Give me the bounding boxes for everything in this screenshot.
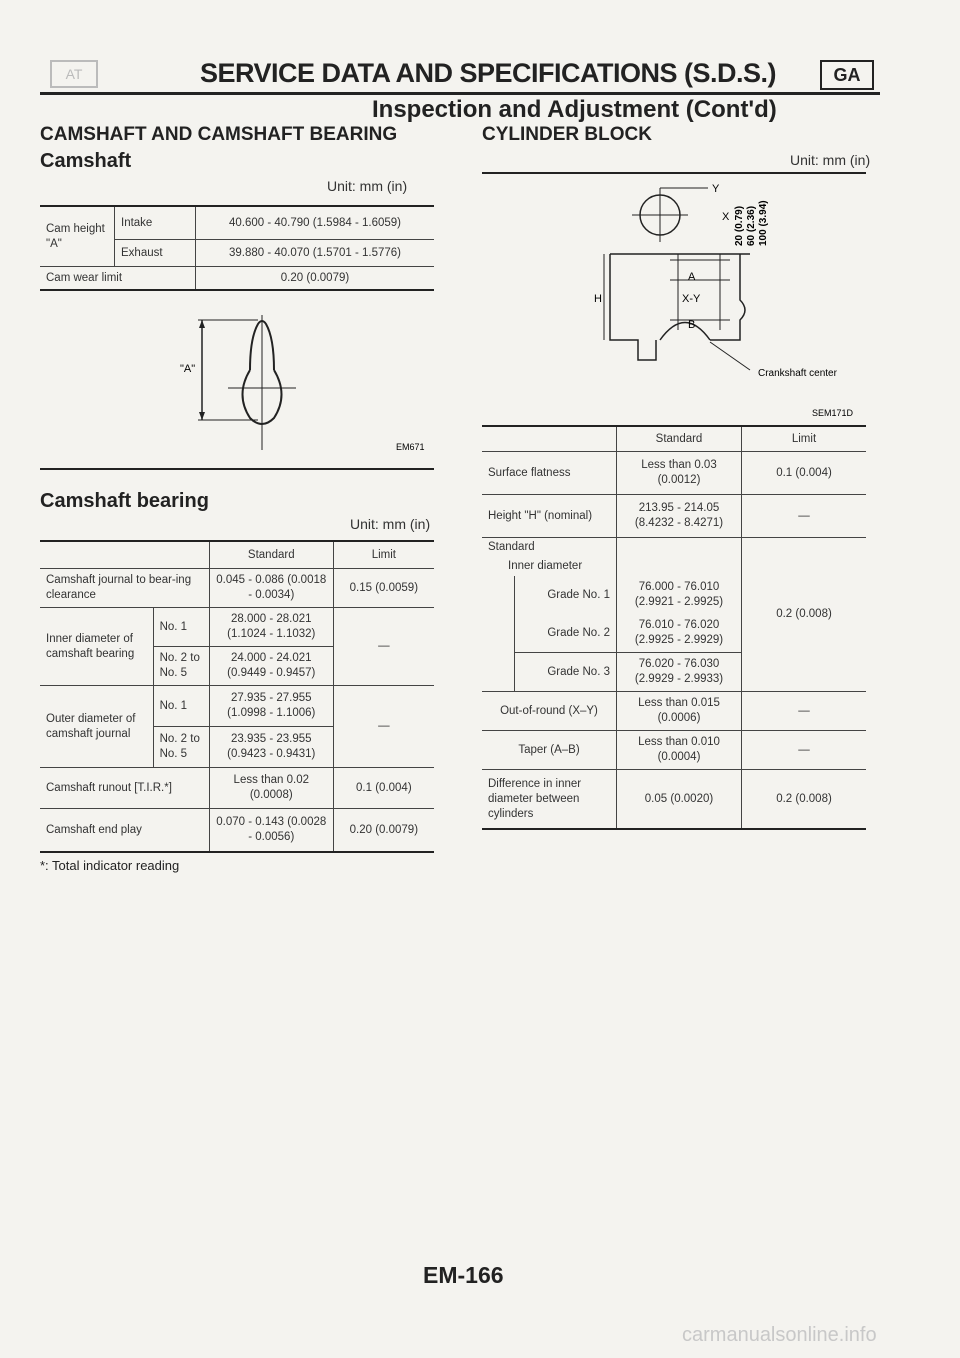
cylinder-figure — [590, 180, 866, 420]
camshaft-unit: Unit: mm (in) — [327, 178, 408, 194]
bearing-table — [40, 540, 434, 853]
header-rule — [40, 92, 880, 95]
inner-limit: — — [333, 608, 434, 686]
fig-dim-2: 60 (2.36) — [746, 205, 757, 246]
intake-value: 40.600 - 40.790 (1.5984 - 1.6059) — [196, 206, 435, 240]
inner-no25-std: 24.000 - 24.021 (0.9449 - 0.9457) — [209, 647, 333, 686]
out-of-round-std: Less than 0.015 (0.0006) — [617, 692, 742, 731]
cam-figure-code: EM671 — [396, 442, 425, 452]
bearing-unit: Unit: mm (in) — [350, 516, 431, 532]
grade3-label: Grade No. 3 — [515, 653, 617, 692]
outer-no1-std: 27.935 - 27.955 (1.0998 - 1.1006) — [209, 686, 333, 727]
left-section-tag: AT — [50, 60, 98, 88]
standard-label: Standard — [482, 538, 617, 558]
wear-value: 0.20 (0.0079) — [196, 267, 435, 291]
cam-figure — [150, 300, 440, 460]
fig-b-label: B — [688, 319, 696, 331]
intake-label: Intake — [115, 206, 196, 240]
flatness-limit: 0.1 (0.004) — [742, 452, 867, 495]
cylinder-table — [482, 425, 866, 830]
left-section-title: CAMSHAFT AND CAMSHAFT BEARING — [40, 124, 398, 145]
fig-y-label: Y — [712, 183, 720, 195]
fig-h-label: H — [594, 293, 602, 305]
fig-code: SEM171D — [812, 408, 854, 418]
journal-clearance-label: Camshaft journal to bear-ing clearance — [40, 569, 209, 608]
out-of-round-label: Out-of-round (X–Y) — [482, 692, 617, 731]
grade1-label: Grade No. 1 — [515, 576, 617, 614]
section-tag: GA — [820, 60, 874, 90]
bearing-col-standard: Standard — [209, 541, 333, 569]
endplay-std: 0.070 - 0.143 (0.0028 - 0.0056) — [209, 809, 333, 853]
fig-dim-3: 100 (3.94) — [758, 200, 769, 246]
grade3-std: 76.020 - 76.030 (2.9929 - 2.9933) — [617, 653, 742, 692]
inner-no1-label: No. 1 — [153, 608, 209, 647]
runout-limit: 0.1 (0.004) — [333, 768, 434, 809]
camshaft-divider — [40, 468, 434, 470]
right-section-title: CYLINDER BLOCK — [482, 124, 652, 145]
bearing-col-limit: Limit — [333, 541, 434, 569]
height-std: 213.95 - 214.05 (8.4232 - 8.4271) — [617, 495, 742, 538]
fig-a-label: A — [688, 271, 696, 283]
endplay-limit: 0.20 (0.0079) — [333, 809, 434, 853]
cyl-col-limit: Limit — [742, 426, 867, 452]
taper-std: Less than 0.010 (0.0004) — [617, 731, 742, 770]
journal-clearance-limit: 0.15 (0.0059) — [333, 569, 434, 608]
cylinder-top-rule — [482, 172, 866, 174]
cyl-col-standard: Standard — [617, 426, 742, 452]
cam-height-label: Cam height "A" — [40, 206, 115, 267]
grade1-std: 76.000 - 76.010 (2.9921 - 2.9925) — [617, 576, 742, 614]
runout-label: Camshaft runout [T.I.R.*] — [40, 768, 209, 809]
diff-std: 0.05 (0.0020) — [617, 770, 742, 830]
footnote: *: Total indicator reading — [40, 858, 180, 873]
inner-diameter-limit: 0.2 (0.008) — [742, 538, 867, 692]
page-number: EM-166 — [423, 1262, 504, 1288]
endplay-label: Camshaft end play — [40, 809, 209, 853]
runout-std: Less than 0.02 (0.0008) — [209, 768, 333, 809]
inner-diameter-header: Inner diameter — [482, 557, 617, 576]
fig-dim-1: 20 (0.79) — [734, 205, 745, 246]
watermark: carmanualsonline.info — [682, 1324, 877, 1346]
fig-x-label: X — [722, 211, 730, 223]
outer-no25-std: 23.935 - 23.955 (0.9423 - 0.9431) — [209, 727, 333, 768]
camshaft-table — [40, 205, 434, 291]
fig-crankshaft-label: Crankshaft center — [758, 368, 837, 379]
flatness-label: Surface flatness — [482, 452, 617, 495]
page-header-title: SERVICE DATA AND SPECIFICATIONS (S.D.S.) — [200, 58, 777, 88]
taper-label: Taper (A–B) — [482, 731, 617, 770]
out-of-round-limit: — — [742, 692, 867, 731]
outer-limit: — — [333, 686, 434, 768]
grade2-std: 76.010 - 76.020 (2.9925 - 2.9929) — [617, 614, 742, 653]
outer-no1-label: No. 1 — [153, 686, 209, 727]
journal-clearance-std: 0.045 - 0.086 (0.0018 - 0.0034) — [209, 569, 333, 608]
bearing-title: Camshaft bearing — [40, 490, 209, 512]
fig-xy-label: X-Y — [682, 293, 701, 305]
outer-no25-label: No. 2 to No. 5 — [153, 727, 209, 768]
outer-diameter-label: Outer diameter of camshaft journal — [40, 686, 153, 768]
cylinder-unit: Unit: mm (in) — [790, 152, 871, 168]
wear-label: Cam wear limit — [40, 267, 196, 291]
exhaust-value: 39.880 - 40.070 (1.5701 - 1.5776) — [196, 240, 435, 267]
diff-limit: 0.2 (0.008) — [742, 770, 867, 830]
inner-no25-label: No. 2 to No. 5 — [153, 647, 209, 686]
grade2-label: Grade No. 2 — [515, 614, 617, 653]
inner-diameter-label: Inner diameter of camshaft bearing — [40, 608, 153, 686]
cam-figure-label: "A" — [180, 363, 196, 375]
camshaft-title: Camshaft — [40, 150, 132, 172]
page-subtitle: Inspection and Adjustment (Cont'd) — [372, 96, 777, 123]
height-label: Height "H" (nominal) — [482, 495, 617, 538]
diff-label: Difference in inner diameter between cylinders — [482, 770, 617, 830]
taper-limit: — — [742, 731, 867, 770]
exhaust-label: Exhaust — [115, 240, 196, 267]
flatness-std: Less than 0.03 (0.0012) — [617, 452, 742, 495]
height-limit: — — [742, 495, 867, 538]
inner-no1-std: 28.000 - 28.021 (1.1024 - 1.1032) — [209, 608, 333, 647]
